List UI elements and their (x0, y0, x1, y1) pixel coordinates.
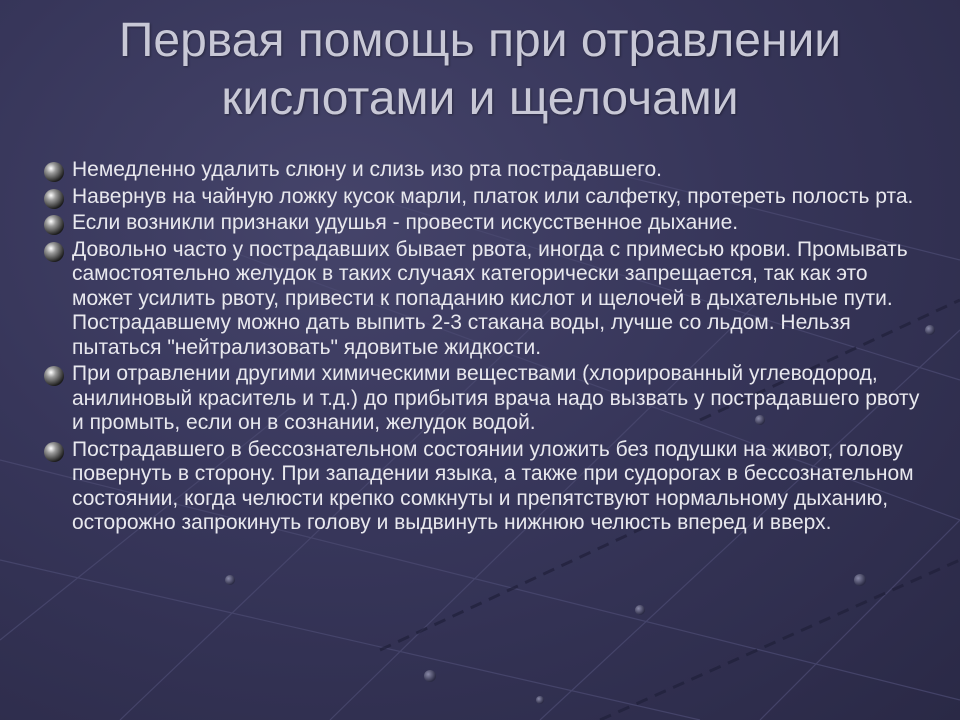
title-line-2: кислотами и щелочами (221, 72, 739, 125)
sphere-bullet-icon (42, 240, 66, 264)
bullet-text: Пострадавшего в бессознательном состоянии уложить без подушки на живот, голову повернуть в сторону. При западении языка, а также при судорогах в бессознательном состоянии, когда челюсти крепко сомкнуты и препятствуют нормальному дыханию, осторожно запрокинуть голову и выдвинуть нижнюю челюсть вперед и вверх. (72, 437, 914, 534)
bullet-text: Немедленно удалить слюну и слизь изо рта пострадавшего. (72, 158, 662, 181)
slide-title (40, 12, 920, 128)
sphere-bullet-icon (42, 364, 66, 388)
title-line-1: Первая помощь при отравлении (118, 14, 842, 67)
bullet-text: Довольно часто у пострадавших бывает рвота, иногда с примесью крови. Промывать самостоятельно желудок в таких случаях категорически запрещается, так как это может усилить рвоту, привести к попаданию кислот и щелочей в дыхательные пути. Пострадавшему можно дать выпить 2-3 стакана воды, лучше со льдом. Нельзя пытаться "нейтрализовать" ядовитые жидкости. (72, 237, 908, 359)
list-item (42, 158, 932, 183)
sphere-bullet-icon (42, 213, 66, 237)
list-item (42, 185, 932, 210)
list-item (42, 362, 932, 436)
list-item (42, 438, 932, 536)
bullet-text: При отравлении другими химическими веществами (хлорированный углеводород, анилиновый краситель и т.д.) до прибытия врача надо вызвать у пострадавшего рвоту и промыть, если он в сознании, желудок водой. (72, 362, 920, 434)
bullet-text: Если возникли признаки удушья - провести искусственное дыхание. (72, 211, 739, 234)
bullet-list (42, 158, 932, 538)
list-item (42, 211, 932, 236)
sphere-bullet-icon (42, 187, 66, 211)
sphere-bullet-icon (42, 160, 66, 184)
bullet-text: Навернув на чайную ложку кусок марли, платок или салфетку, протереть полость рта. (72, 184, 914, 208)
list-item (42, 238, 932, 361)
sphere-bullet-icon (42, 440, 66, 464)
